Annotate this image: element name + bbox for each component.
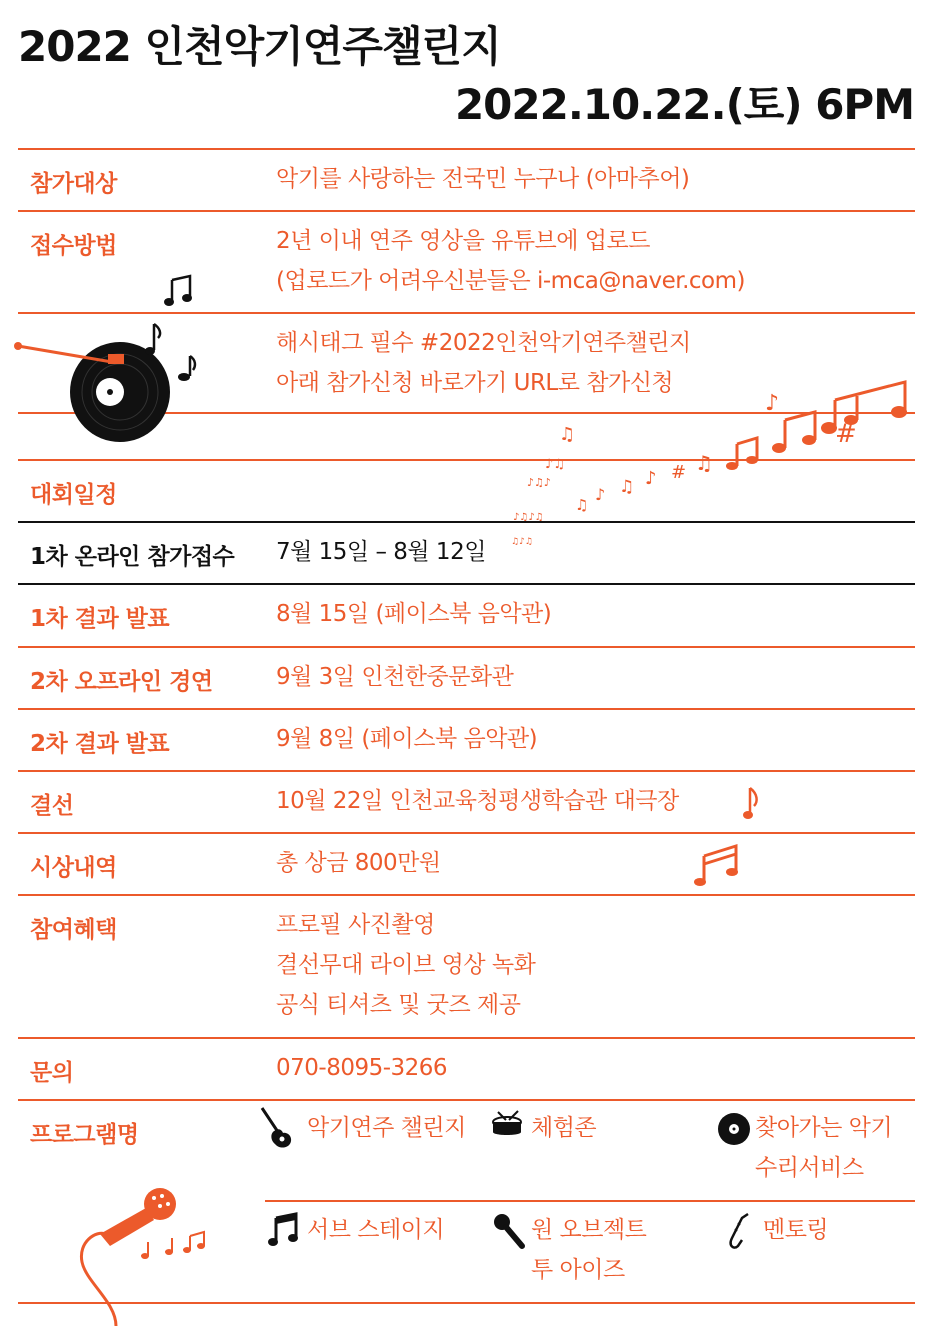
svg-text:♪♫: ♪♫ bbox=[545, 457, 565, 472]
drum-icon bbox=[490, 1110, 524, 1142]
event-date: 2022.10.22.(토) 6PM bbox=[454, 80, 914, 129]
music-note-icon bbox=[268, 1212, 300, 1248]
contact-label: 문의 bbox=[30, 1060, 74, 1086]
final-value: 10월 22일 인천교육청평생학습관 대극장 bbox=[276, 788, 679, 814]
program-item-label: 서브 스테이지 bbox=[307, 1217, 445, 1243]
svg-text:#: # bbox=[835, 419, 857, 449]
divider bbox=[265, 1200, 915, 1202]
method-line: 2년 이내 연주 영상을 유튜브에 업로드 bbox=[276, 228, 650, 254]
guitar-icon bbox=[258, 1106, 296, 1152]
method-lines-1 bbox=[276, 221, 745, 301]
divider bbox=[18, 646, 915, 648]
divider bbox=[18, 832, 915, 834]
svg-text:♫: ♫ bbox=[575, 496, 589, 514]
divider bbox=[18, 148, 915, 150]
divider bbox=[18, 1099, 915, 1101]
svg-text:♪: ♪ bbox=[595, 485, 606, 504]
benefit-item: 프로필 사진촬영 bbox=[276, 912, 435, 938]
program-item-label bbox=[755, 1108, 892, 1188]
target-label: 참가대상 bbox=[30, 171, 117, 197]
svg-text:♫♪♫: ♫♪♫ bbox=[511, 537, 533, 547]
benefits-label: 참여혜택 bbox=[30, 917, 117, 943]
poster-title: 2022 인천악기연주챌린지 bbox=[18, 22, 501, 71]
prize-label: 시상내역 bbox=[30, 855, 117, 881]
round1-apply-value: 7월 15일 – 8월 12일 bbox=[276, 539, 486, 565]
round1-apply-label: 1차 온라인 참가접수 bbox=[30, 544, 235, 570]
svg-text:♫: ♫ bbox=[619, 477, 635, 497]
music-note-icon bbox=[740, 784, 764, 824]
divider bbox=[18, 583, 915, 585]
saxophone-icon bbox=[720, 1212, 754, 1252]
program-item-label bbox=[531, 1210, 646, 1290]
program-item-line: 찾아가는 악기 bbox=[755, 1115, 893, 1141]
benefit-item: 공식 티셔츠 및 굿즈 제공 bbox=[276, 992, 521, 1018]
music-note-icon bbox=[136, 320, 166, 360]
divider bbox=[18, 894, 915, 896]
target-value: 악기를 사랑하는 전국민 누구나 (아마추어) bbox=[276, 166, 690, 192]
program-item-label: 체험존 bbox=[531, 1115, 597, 1141]
divider bbox=[18, 312, 915, 314]
round2-result-value: 9월 8일 (페이스북 음악관) bbox=[276, 726, 538, 752]
music-notes-swirl-icon bbox=[505, 360, 925, 560]
method-line: 해시태그 필수 #2022인천악기연주챌린지 bbox=[276, 330, 691, 356]
method-line: 아래 참가신청 바로가기 URL로 참가신청 bbox=[276, 370, 674, 396]
schedule-label: 대회일정 bbox=[30, 482, 117, 508]
music-note-icon bbox=[168, 352, 200, 386]
divider bbox=[18, 708, 915, 710]
round1-result-value: 8월 15일 (페이스북 음악관) bbox=[276, 601, 552, 627]
prize-value: 총 상금 800만원 bbox=[276, 850, 441, 876]
svg-text:♪♫♪: ♪♫♪ bbox=[527, 476, 551, 489]
contact-value: 070-8095-3266 bbox=[276, 1055, 448, 1081]
microphone-icon bbox=[492, 1212, 526, 1250]
vinyl-record-icon bbox=[717, 1112, 751, 1146]
microphone-icon bbox=[76, 1182, 216, 1326]
benefits-lines bbox=[276, 905, 535, 1025]
program-item-label: 멘토링 bbox=[763, 1217, 829, 1243]
music-note-icon bbox=[164, 272, 198, 308]
round2-result-label: 2차 결과 발표 bbox=[30, 731, 170, 757]
benefit-item: 결선무대 라이브 영상 녹화 bbox=[276, 952, 536, 978]
svg-text:♪♫♪♫: ♪♫♪♫ bbox=[513, 512, 544, 523]
music-note-icon bbox=[694, 838, 742, 890]
program-item-line: 원 오브젝트 bbox=[531, 1217, 647, 1243]
svg-text:♫: ♫ bbox=[695, 451, 713, 475]
program-item-line: 수리서비스 bbox=[755, 1155, 864, 1181]
method-label: 접수방법 bbox=[30, 233, 117, 259]
svg-text:♪: ♪ bbox=[645, 468, 657, 489]
final-label: 결선 bbox=[30, 793, 74, 819]
divider bbox=[18, 1037, 915, 1039]
round1-result-label: 1차 결과 발표 bbox=[30, 606, 170, 632]
method-line: (업로드가 어려우신분들은 i-mca@naver.com) bbox=[276, 268, 746, 294]
divider bbox=[18, 210, 915, 212]
round2-offline-label: 2차 오프라인 경연 bbox=[30, 669, 213, 695]
programs-label: 프로그램명 bbox=[30, 1122, 139, 1148]
round2-offline-value: 9월 3일 인천한중문화관 bbox=[276, 664, 514, 690]
svg-text:#: # bbox=[671, 462, 687, 483]
svg-text:♪: ♪ bbox=[765, 391, 780, 416]
program-item-line: 투 아이즈 bbox=[531, 1257, 625, 1283]
divider bbox=[18, 770, 915, 772]
svg-text:♫: ♫ bbox=[559, 424, 576, 445]
program-item-label: 악기연주 챌린지 bbox=[307, 1115, 466, 1141]
